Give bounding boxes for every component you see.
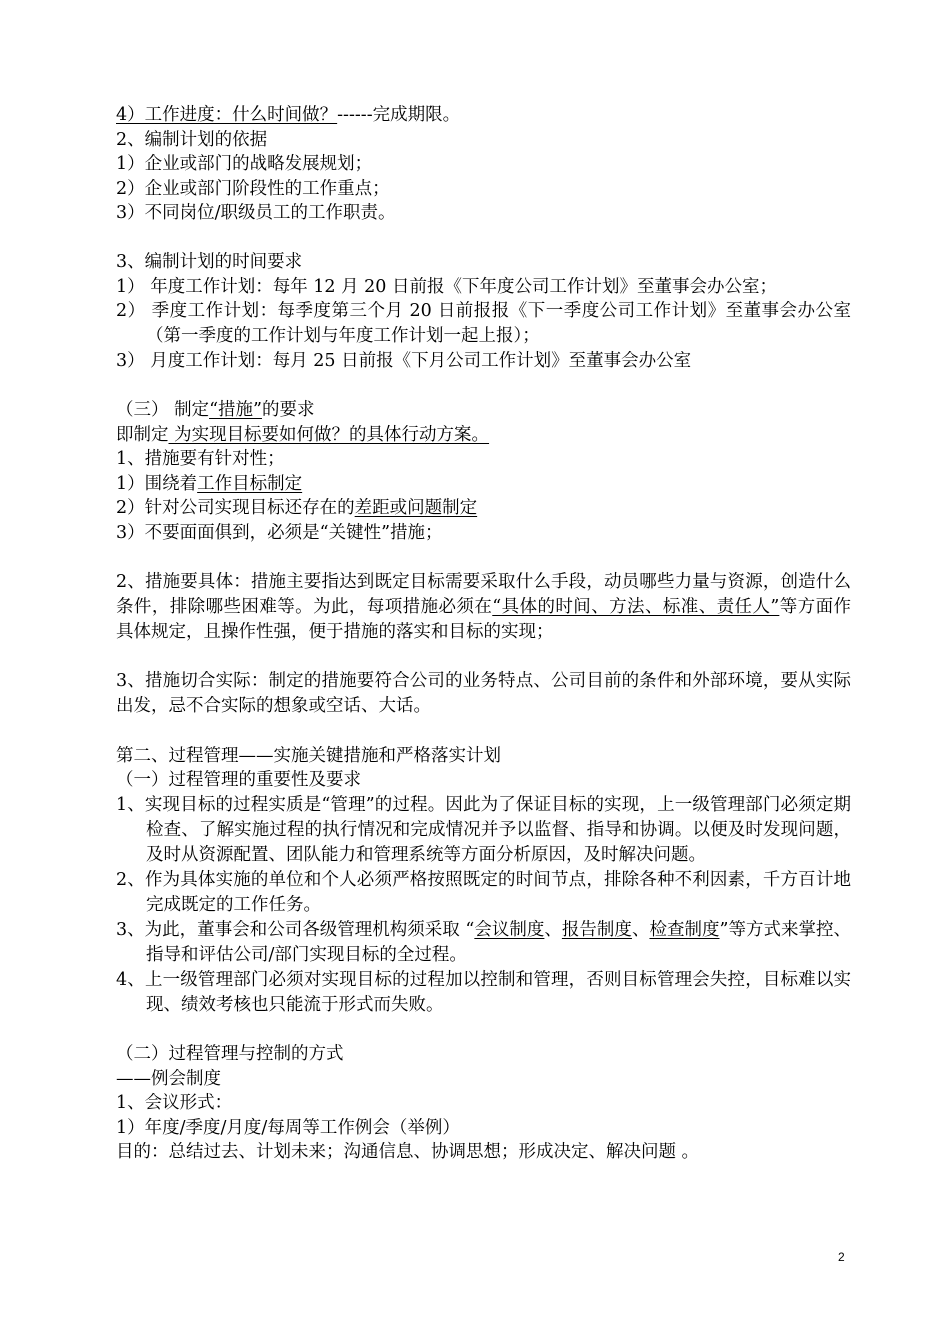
paragraph (116, 570, 851, 645)
list-item: 4、上一级管理部门必须对实现目标的过程加以控制和管理，否则目标管理会失控，目标难以实现、绩效考核也只能流于形式而失败。 (116, 969, 851, 1015)
paragraph-line: 目的：总结过去、计划未来；沟通信息、协调思想；形成决定、解决问题 。 (116, 1142, 700, 1162)
list-item: 1）年度/季度/月度/每周等工作例会（举例） (116, 1117, 460, 1138)
text-underlined: 工作目标制定 (197, 473, 303, 494)
text-underlined: 为实现目标要如何做？的具体行动方案。 (168, 424, 490, 445)
list-item: 3）不要面面俱到，必须是“关键性”措施； (116, 522, 443, 543)
section-heading: （一）过程管理的重要性及要求 (116, 770, 361, 790)
text: 3、为此，董事会和公司各级管理机构须采取 “ (116, 919, 475, 940)
section-heading: （二）过程管理与控制的方式 (116, 1044, 344, 1064)
text: 即制定 (116, 424, 169, 445)
list-item: 1）企业或部门的战略发展规划； (116, 154, 373, 174)
text: 2、措施要具体：措施主要指达到既定目标需要采取什么手段，动员哪些力量与资源，创造什么条件，排除哪些困难等。为此，每项措施必须在 (116, 571, 851, 617)
list-item (116, 496, 851, 521)
list-item: 3）不同岗位/职级员工的工作职责。 (116, 203, 396, 223)
text: （三） 制定 (116, 400, 210, 420)
paragraph: 3、措施切合实际：制定的措施要符合公司的业务特点、公司目前的条件和外部环境，要从实际出发，忌不合实际的想象或空话、大话。 (116, 671, 851, 716)
section-heading: 1、会议形式： (116, 1093, 233, 1113)
text: 等方面作具体规定，且操作性强，便于措施的落实和目标的实现； (116, 596, 852, 642)
document-body (116, 103, 851, 1165)
section-heading: 2、编制计划的依据 (116, 129, 268, 150)
list-item: 2）企业或部门阶段性的工作重点； (116, 178, 390, 199)
paragraph-line (116, 423, 851, 448)
section-heading: 3、编制计划的时间要求 (116, 252, 303, 272)
list-item: 2、作为具体实施的单位和个人必须严格按照既定的时间节点，排除各种不利因素，千方百计地完成既定的工作任务。 (116, 869, 851, 915)
list-item: 2） 季度工作计划：每季度第三个月 20 日前报报《下一季度公司工作计划》至董事会办公室（第一季度的工作计划与年度工作计划一起上报）； (116, 301, 851, 346)
text-underlined: “具体的时间、方法、标准、责任人” (492, 596, 780, 617)
text: 的要求 (261, 400, 315, 420)
subsection-heading: ——例会制度 (116, 1068, 221, 1089)
text-underlined: 会议制度 (474, 919, 545, 940)
chapter-heading: 第二、过程管理——实施关键措施和严格落实计划 (116, 745, 501, 766)
text: 、 (544, 919, 562, 940)
paragraph-line (116, 103, 851, 128)
section-heading: 1、措施要有针对性； (116, 449, 285, 469)
list-item (116, 472, 851, 497)
text: 、 (631, 919, 650, 940)
text-underlined: “措施” (209, 400, 262, 420)
text: ------完成期限。 (337, 105, 461, 125)
page-number: 2 (838, 1250, 845, 1264)
text: 2）针对公司实现目标还存在的 (116, 498, 355, 518)
text-underlined: 报告制度 (561, 919, 632, 940)
section-heading (116, 398, 851, 423)
text-underlined: 检查制度 (649, 919, 720, 940)
list-item: 1） 年度工作计划：每年 12 月 20 日前报《下年度公司工作计划》至董事会办公室； (116, 276, 777, 297)
text-underlined: 4）工作进度：什么时间做？ (116, 105, 338, 125)
text: 1）围绕着 (116, 473, 198, 494)
list-item: 3） 月度工作计划：每月 25 日前报《下月公司工作计划》至董事会办公室 (116, 351, 692, 371)
text: ”等方式来掌控、指导和评估公司/部门实现目标的全过程。 (146, 919, 852, 965)
list-item: 1、实现目标的过程实质是“管理”的过程。因此为了保证目标的实现，上一级管理部门必须定期检查、了解实施过程的执行情况和完成情况并予以监督、指导和协调。以便及时发现问题，及时从资源配置、团队能力和管理系统等方面分析原因，及时解决问题。 (116, 794, 851, 865)
list-item (116, 918, 851, 968)
text-underlined: 差距或问题制定 (354, 498, 478, 518)
